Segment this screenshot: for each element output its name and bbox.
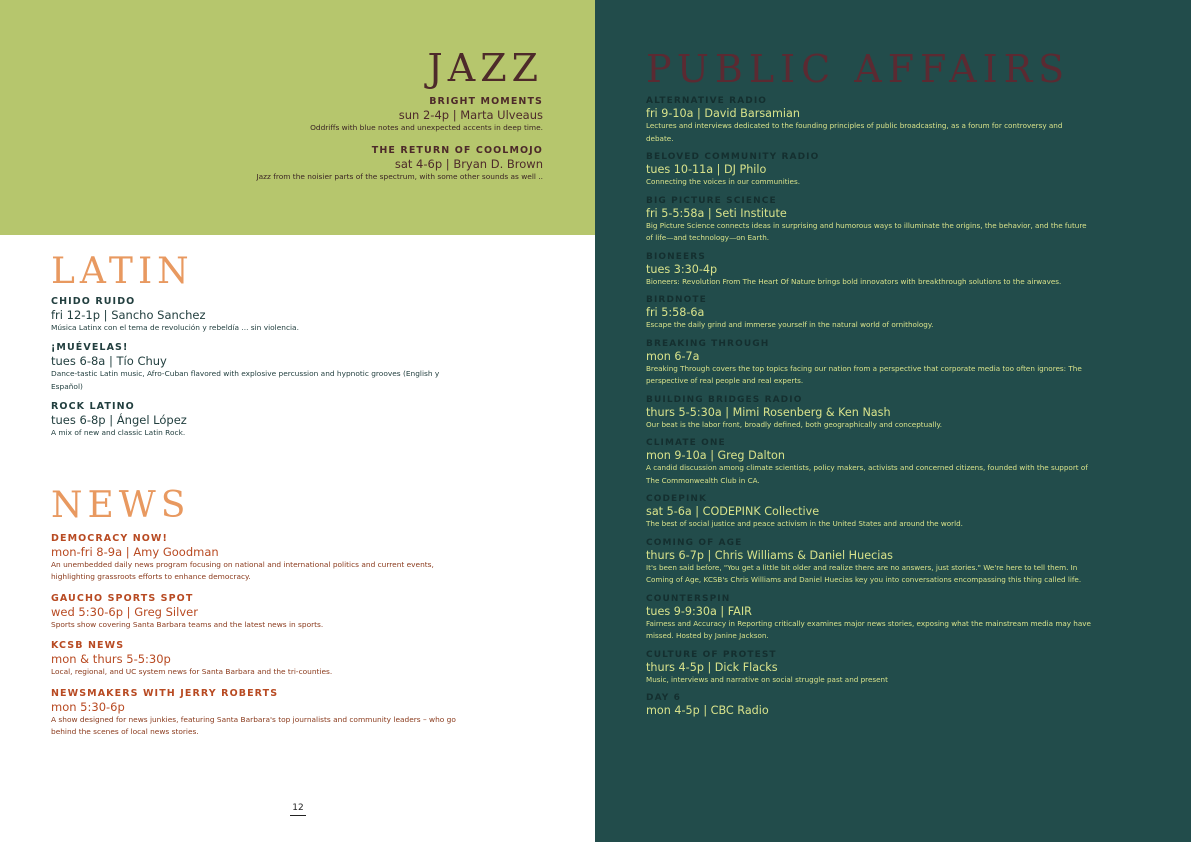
public-affairs-section <box>646 47 1092 724</box>
show-description: Dance-tastic Latin music, Afro-Cuban flavored with explosive percussion and hypnotic grooves (English y Español) <box>51 369 440 391</box>
show-title: CODEPINK <box>646 494 708 504</box>
show-description: Lectures and interviews dedicated to the founding principles of public broadcasting, as a forum for controversy and debate. <box>646 121 1063 143</box>
show-title: BELOVED COMMUNITY RADIO <box>646 152 820 162</box>
show-time: fri 9-10a | David Barsamian <box>646 107 800 120</box>
show-entry <box>646 252 1092 289</box>
news-heading: NEWS <box>51 485 191 526</box>
show-entry <box>646 196 1092 245</box>
show-time: sun 2-4p | Marta Ulveaus <box>398 108 543 122</box>
show-title: DAY 6 <box>646 693 681 703</box>
show-entry <box>646 96 1092 145</box>
news-section <box>51 485 466 747</box>
show-title: COUNTERSPIN <box>646 593 731 604</box>
show-title: ¡MUÉVELAS! <box>51 342 129 354</box>
show-entry <box>223 145 543 183</box>
show-time: tues 10-11a | DJ Philo <box>646 163 767 176</box>
show-title: THE RETURN OF COOLMOJO <box>371 145 543 157</box>
show-description: A candid discussion among climate scientists, policy makers, activists and concerned citizens, founded with the support of The Commonwealth Club in CA. <box>646 463 1088 485</box>
page-number: 12 <box>290 803 306 816</box>
show-time: tues 6-8p | Ángel López <box>51 413 187 428</box>
show-description: It's been said before, "You get a little bit older and realize there are no answers, just stories." We're here to tell them. In Coming of Age, KCSB's Chris Williams and Daniel Huecias key you into conversations encompassing this thing called life. <box>646 562 1082 584</box>
show-description: Connecting the voices in our communities. <box>646 177 801 186</box>
show-title: DEMOCRACY NOW! <box>51 533 168 544</box>
show-title: BIG PICTURE SCIENCE <box>646 195 777 206</box>
public-affairs-heading: PUBLIC AFFAIRS <box>646 47 1071 91</box>
show-entry <box>646 594 1092 643</box>
show-title: NEWSMAKERS WITH JERRY ROBERTS <box>51 687 279 699</box>
show-time: thurs 5-5:30a | Mimi Rosenberg & Ken Nash <box>646 405 891 419</box>
show-time: mon 9-10a | Greg Dalton <box>646 449 785 462</box>
show-time: tues 9-9:30a | FAIR <box>646 604 752 618</box>
show-entry <box>51 640 466 678</box>
show-time: tues 6-8a | Tío Chuy <box>51 354 167 369</box>
show-title: CLIMATE ONE <box>646 438 726 448</box>
show-entry <box>646 494 1092 531</box>
show-time: mon-fri 8-9a | Amy Goodman <box>51 545 219 559</box>
show-time: tues 3:30-4p <box>646 262 718 276</box>
show-title: BRIGHT MOMENTS <box>429 96 543 107</box>
jazz-heading: JAZZ <box>427 46 543 90</box>
show-title: CHIDO RUIDO <box>51 296 136 307</box>
show-description: A show designed for news junkies, featuring Santa Barbara's top journalists and community leaders – who go behind the scenes of local news stories. <box>51 714 456 737</box>
latin-section <box>51 251 466 448</box>
show-title: BUILDING BRIDGES RADIO <box>646 394 803 405</box>
show-title: GAUCHO SPORTS SPOT <box>51 592 194 604</box>
show-time: fri 12-1p | Sancho Sanchez <box>51 308 206 322</box>
show-entry <box>223 96 543 134</box>
show-description: A mix of new and classic Latin Rock. <box>51 428 186 438</box>
show-entry <box>51 593 466 631</box>
show-title: BIONEERS <box>646 251 706 262</box>
show-description: Local, regional, and UC system news for Santa Barbara and the tri-counties. <box>51 667 333 677</box>
show-time: thurs 4-5p | Dick Flacks <box>646 660 778 674</box>
show-entry <box>646 339 1092 388</box>
show-entry <box>646 438 1092 487</box>
show-description: An unembedded daily news program focusing on national and international politics and current events, highlighting grassroots efforts to enhance democracy. <box>51 560 434 582</box>
show-description: Fairness and Accuracy in Reporting critically examines major news stories, exposing what the mainstream media may have missed. Hosted by Janine Jackson. <box>646 618 1091 640</box>
show-description: Oddriffs with blue notes and unexpected accents in deep time. <box>310 123 543 132</box>
show-time: wed 5:30-6p | Greg Silver <box>51 604 198 619</box>
show-title: ROCK LATINO <box>51 401 135 413</box>
show-time: fri 5-5:58a | Seti Institute <box>646 206 787 220</box>
show-entry <box>646 295 1092 332</box>
show-title: KCSB NEWS <box>51 640 125 652</box>
show-entry <box>646 152 1092 189</box>
show-entry <box>646 538 1092 587</box>
show-time: fri 5:58-6a <box>646 306 705 319</box>
show-entry <box>51 401 466 439</box>
show-title: COMING OF AGE <box>646 537 743 548</box>
show-description: Our beat is the labor front, broadly defined, both geographically and conceptually. <box>646 419 943 429</box>
show-title: CULTURE OF PROTEST <box>646 649 777 660</box>
show-description: Escape the daily grind and immerse yourself in the natural world of ornithology. <box>646 320 934 329</box>
show-description: Bioneers: Revolution From The Heart Of Nature brings bold innovators with breakthrough solutions to the airwaves. <box>646 276 1062 286</box>
show-description: Music, interviews and narrative on social struggle past and present <box>646 674 888 684</box>
show-entry <box>51 342 466 393</box>
show-time: sat 4-6p | Bryan D. Brown <box>394 157 543 172</box>
show-description: Sports show covering Santa Barbara teams and the latest news in sports. <box>51 619 324 629</box>
show-description: Música Latinx con el tema de revolución y rebeldía ... sin violencia. <box>51 323 299 332</box>
latin-heading: LATIN <box>51 251 194 292</box>
show-time: thurs 6-7p | Chris Williams & Daniel Huecias <box>646 548 894 562</box>
show-entry <box>646 693 1092 717</box>
show-title: BREAKING THROUGH <box>646 338 770 349</box>
show-entry <box>51 296 466 334</box>
show-entry <box>646 395 1092 432</box>
show-title: ALTERNATIVE RADIO <box>646 96 768 106</box>
show-entry <box>646 650 1092 687</box>
show-description: Jazz from the noisier parts of the spectrum, with some other sounds as well .. <box>256 172 543 182</box>
show-description: The best of social justice and peace activism in the United States and around the world. <box>646 519 963 528</box>
show-description: Big Picture Science connects ideas in surprising and humorous ways to illuminate the origins, the behavior, and the future of life—and technology—on Earth. <box>646 220 1087 242</box>
show-title: BIRDNOTE <box>646 295 707 305</box>
jazz-section <box>223 46 543 195</box>
show-time: mon 6-7a <box>646 349 700 363</box>
show-time: mon & thurs 5-5:30p <box>51 652 171 667</box>
show-description: Breaking Through covers the top topics facing our nation from a perspective that corporate media too often ignores: The perspective of real people and real experts. <box>646 363 1082 385</box>
show-time: mon 4-5p | CBC Radio <box>646 704 769 717</box>
show-entry <box>51 688 466 739</box>
show-time: sat 5-6a | CODEPINK Collective <box>646 505 820 518</box>
show-entry <box>51 533 466 584</box>
show-time: mon 5:30-6p <box>51 699 125 714</box>
